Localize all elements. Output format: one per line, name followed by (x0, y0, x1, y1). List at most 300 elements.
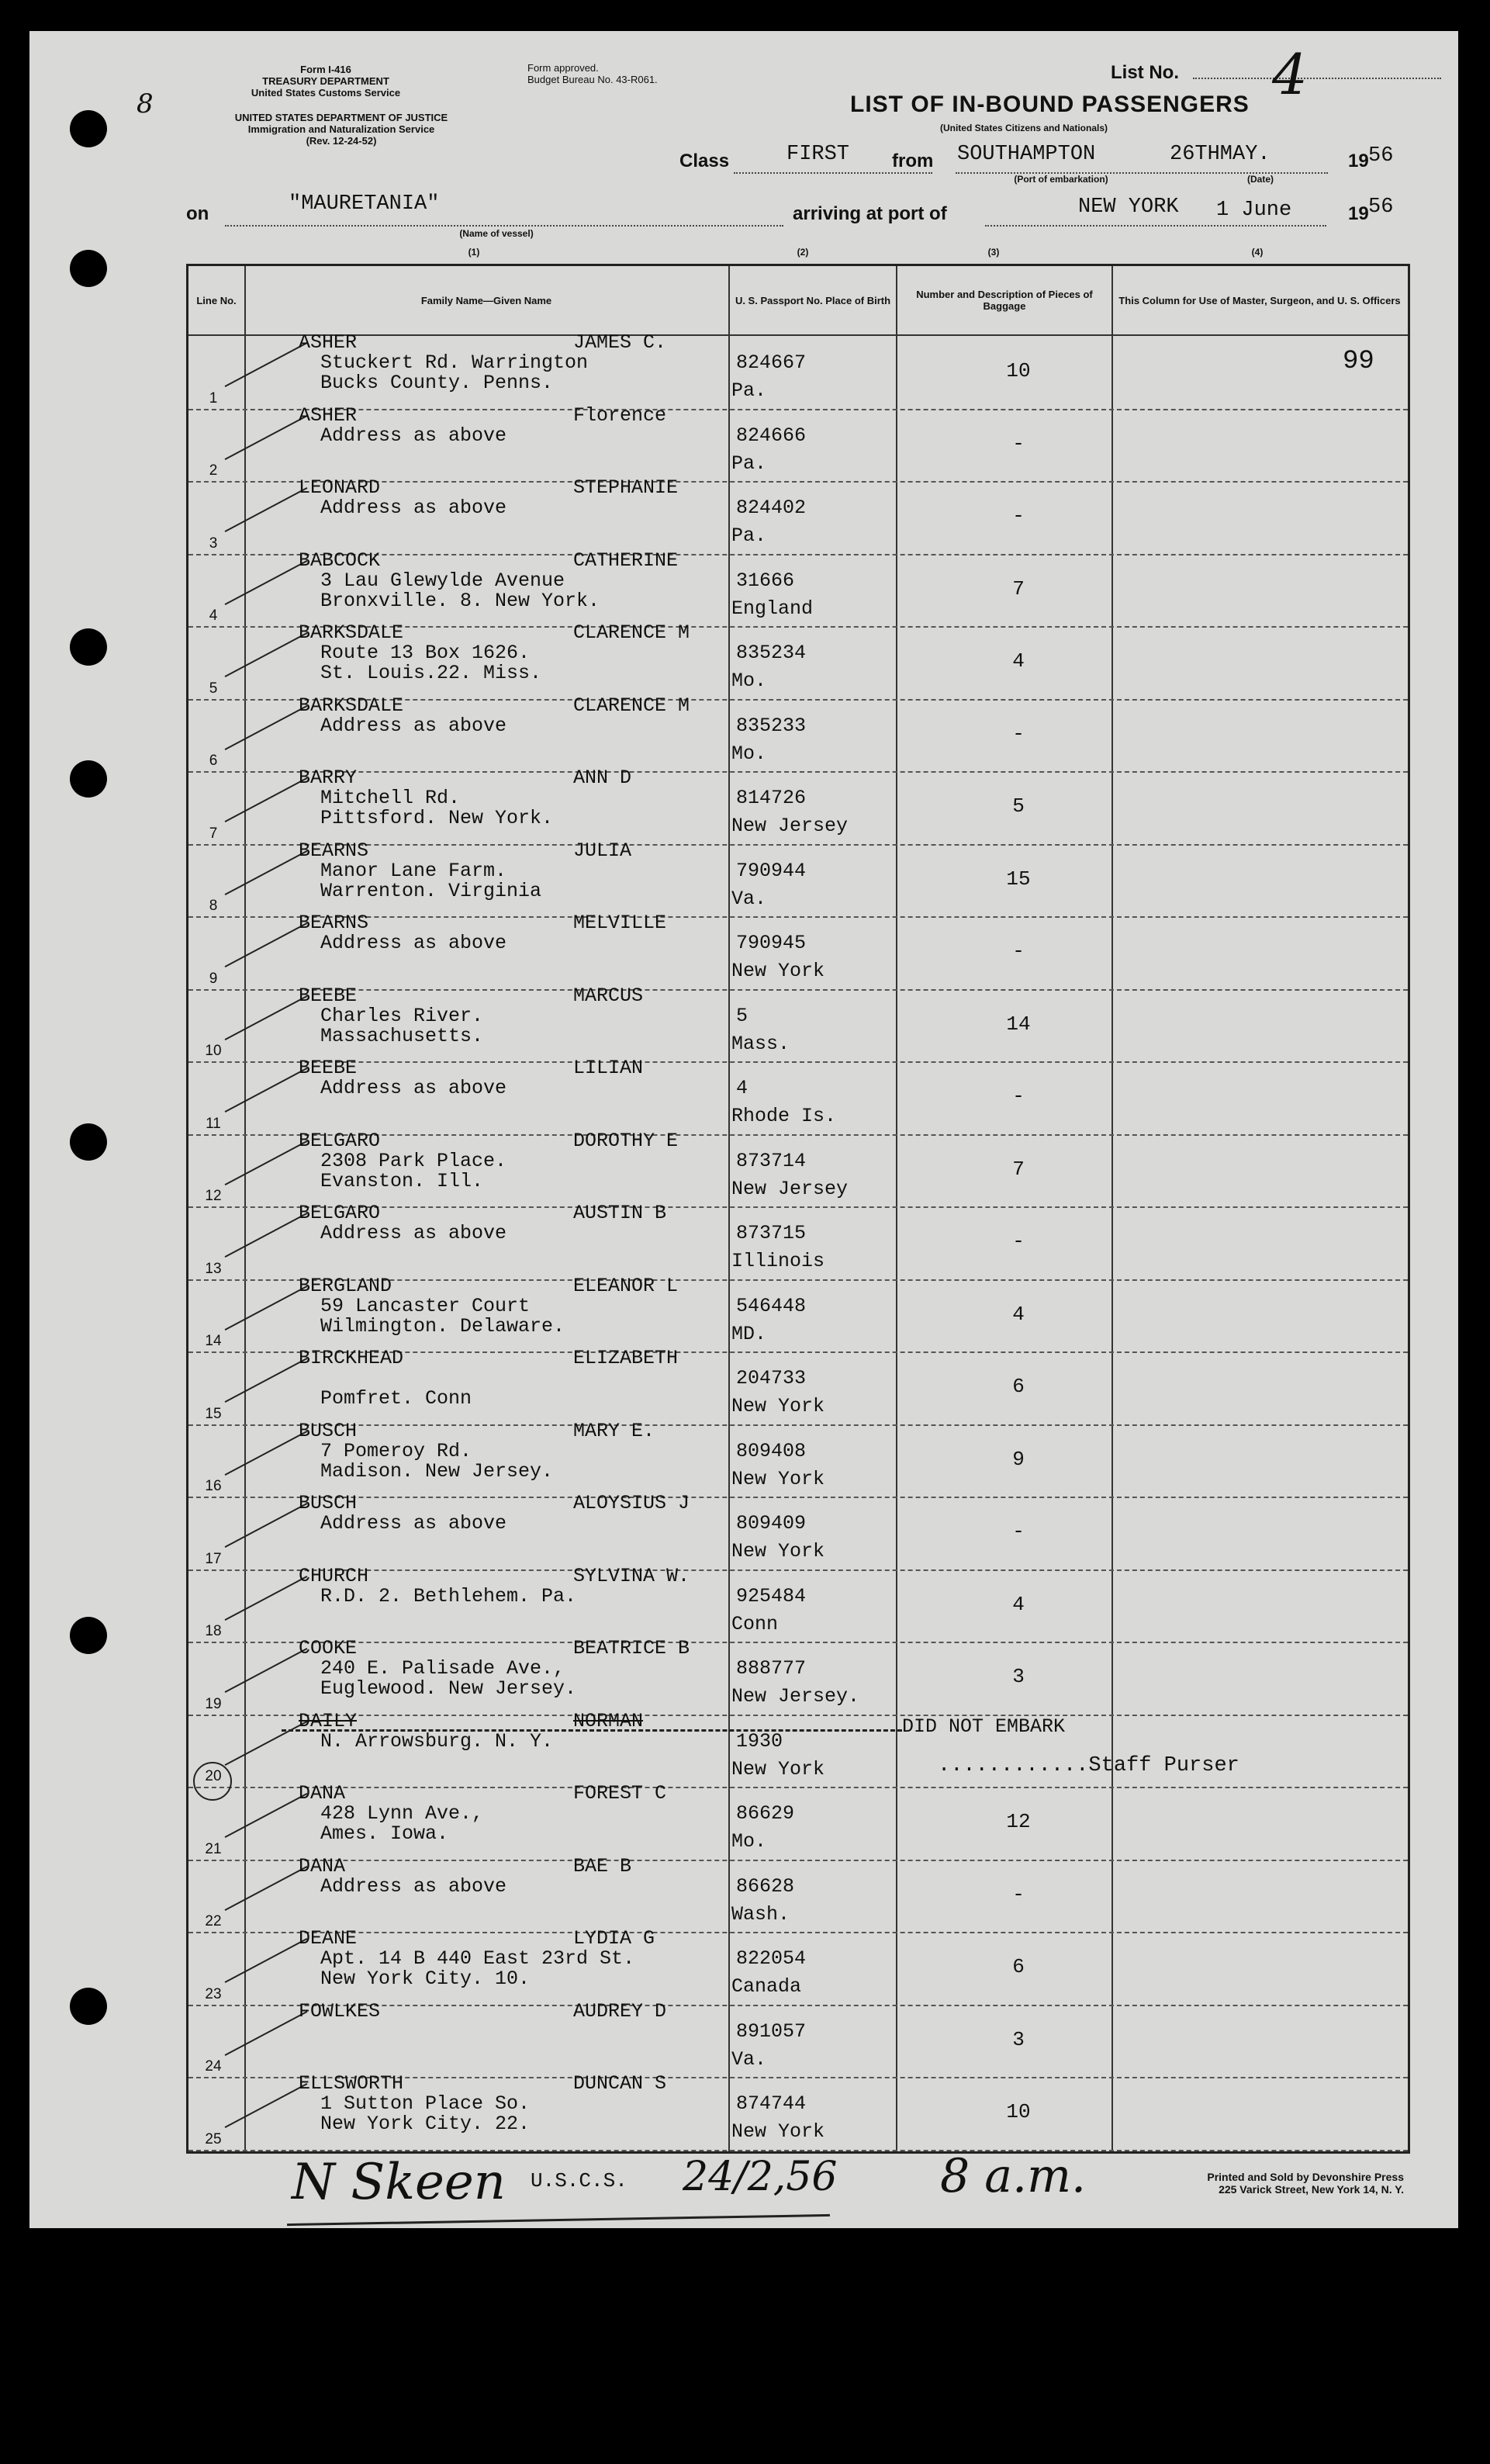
address-line-2: Massachusetts. (320, 1024, 484, 1047)
baggage-count: 4 (1012, 1302, 1025, 1326)
binder-hole (70, 1988, 107, 2025)
given-name: ANN D (573, 767, 632, 789)
check-mark (225, 1575, 308, 1620)
address-line-1: 59 Lancaster Court (320, 1294, 531, 1317)
place-of-birth: Conn (731, 1612, 779, 1635)
given-name: DOROTHY E (573, 1129, 679, 1152)
place-of-birth: New Jersey. (731, 1685, 860, 1708)
embark-year: 56 (1368, 144, 1394, 168)
address-line-1: Address as above (320, 714, 507, 737)
check-mark (225, 777, 308, 822)
check-mark (225, 1285, 308, 1330)
baggage-count: 7 (1012, 1157, 1025, 1181)
given-name: CATHERINE (573, 549, 679, 572)
place-of-birth: Va. (731, 2047, 767, 2071)
passport-number: 31666 (736, 569, 795, 592)
check-mark (225, 1213, 308, 1258)
line-number: 17 (205, 1550, 222, 1567)
check-mark (225, 922, 308, 967)
page-subtitle: (United States Citizens and Nationals) (939, 123, 1108, 133)
place-of-birth: Wash. (731, 1902, 790, 1926)
passport-number: 1930 (736, 1729, 783, 1753)
line-number: 4 (209, 607, 218, 624)
place-of-birth: Va. (731, 887, 767, 910)
passport-number: 809409 (736, 1512, 807, 1535)
passport-number: 809408 (736, 1439, 807, 1462)
passport-number: 824667 (736, 351, 807, 374)
binder-hole (70, 760, 107, 798)
family-name: BEARNS (299, 839, 369, 862)
line-number: 25 (205, 2130, 222, 2147)
check-mark (225, 1865, 308, 1910)
passport-number: 204733 (736, 1367, 807, 1389)
given-name: FOREST C (573, 1782, 667, 1805)
line-number: 13 (205, 1260, 222, 1277)
given-name: AUDREY D (573, 1999, 667, 2023)
passport-number: 891057 (736, 2019, 807, 2043)
family-name: BELGARO (299, 1129, 381, 1152)
budget-approval (527, 62, 658, 85)
table-row (188, 1274, 1408, 1354)
given-name: CLARENCE M (573, 694, 690, 717)
uscs-label: U.S.C.S. (531, 2169, 627, 2192)
address-line-1: Mitchell Rd. (320, 787, 461, 809)
family-name: BABCOCK (299, 549, 381, 572)
class-line (734, 172, 932, 174)
line-number: 16 (205, 1478, 222, 1494)
place-of-birth: Illinois (731, 1250, 825, 1272)
family-name: BARRY (299, 767, 358, 789)
place-of-birth: New York (731, 960, 825, 982)
address-line-2: Madison. New Jersey. (320, 1459, 554, 1483)
table-row (188, 403, 1408, 483)
baggage-count: - (1012, 1520, 1025, 1543)
check-mark (225, 2010, 308, 2055)
address-line-2: Evanston. Ill. (320, 1169, 484, 1192)
vessel-line (225, 225, 783, 227)
staff-purser-note: ............Staff Purser (938, 1754, 1239, 1777)
address-line-1: Route 13 Box 1626. (320, 642, 531, 664)
col-num-1: (1) (468, 247, 480, 258)
table-row (188, 1129, 1408, 1209)
baggage-count: - (1012, 1085, 1025, 1108)
given-name: Florence (573, 403, 667, 427)
table-row (188, 694, 1408, 773)
address-line-2: Pittsford. New York. (320, 807, 554, 829)
address-line-1: Address as above (320, 1874, 507, 1898)
given-name: SYLVINA W. (573, 1564, 690, 1587)
family-name: BEEBE (299, 1057, 358, 1079)
family-name: ASHER (299, 403, 358, 427)
address-line-2: Pomfret. Conn (320, 1387, 472, 1410)
baggage-count: - (1012, 504, 1025, 528)
page-title: LIST OF IN-BOUND PASSENGERS (850, 92, 1250, 117)
col-num-2: (2) (797, 247, 809, 258)
family-name: DANA (299, 1782, 346, 1805)
passport-number: 925484 (736, 1584, 807, 1607)
line-number: 23 (205, 1985, 222, 2002)
year-prefix-2: 19 (1348, 203, 1369, 224)
table-row (188, 1202, 1408, 1281)
col-baggage: Number and Description of Pieces of Baggage (916, 289, 1093, 312)
passport-number: 814726 (736, 787, 807, 809)
address-line-2: Bucks County. Penns. (320, 372, 554, 394)
passport-number: 546448 (736, 1294, 807, 1317)
table-row (188, 1564, 1408, 1644)
on-label: on (186, 203, 209, 224)
passport-number: 874744 (736, 2092, 807, 2115)
family-name: DEANE (299, 1927, 358, 1950)
check-mark (225, 632, 308, 677)
embark-port: SOUTHAMPTON (957, 143, 1096, 166)
passport-number: 790944 (736, 859, 807, 882)
did-not-embark-note: DID NOT EMBARK (902, 1715, 1066, 1738)
class-value: FIRST (786, 143, 850, 166)
line-number: 20 (205, 1768, 222, 1784)
baggage-count: - (1012, 940, 1025, 963)
check-mark (225, 559, 308, 604)
vessel-name: "MAURETANIA" (289, 192, 440, 216)
address-line-2: New York City. 10. (320, 1967, 531, 1990)
baggage-count: 15 (1006, 867, 1031, 891)
baggage-count: 5 (1012, 794, 1025, 818)
place-of-birth: New York (731, 2120, 825, 2143)
col-num-3: (3) (987, 247, 1000, 258)
ins-line: Immigration and Naturalization Service (247, 123, 435, 135)
check-mark (225, 1430, 308, 1475)
given-name: LILIAN (573, 1057, 644, 1079)
place-of-birth: New York (731, 1395, 825, 1417)
doj-header (171, 112, 512, 147)
address-line-1: N. Arrowsburg. N. Y. (320, 1729, 554, 1753)
line-number: 9 (209, 970, 218, 987)
check-mark (225, 1938, 308, 1983)
check-mark (225, 850, 308, 895)
baggage-count: 10 (1006, 359, 1031, 382)
address-line-1: Address as above (320, 1512, 507, 1535)
place-of-birth: Rhode Is. (731, 1105, 837, 1127)
given-name: NORMAN (573, 1709, 644, 1732)
family-name: BUSCH (299, 1492, 358, 1514)
class-label: Class (679, 151, 730, 171)
baggage-count: 3 (1012, 2027, 1025, 2051)
baggage-count: 6 (1012, 1375, 1025, 1398)
table-row (188, 2072, 1408, 2151)
place-of-birth: MD. (731, 1322, 767, 1345)
table-row (188, 1927, 1408, 2006)
check-mark (225, 342, 308, 387)
check-mark (225, 414, 308, 459)
check-mark (225, 1140, 308, 1185)
table-row (188, 1999, 1408, 2079)
address-line-1: 1 Sutton Place So. (320, 2092, 531, 2115)
family-name: BEEBE (299, 984, 358, 1007)
passport-number: 86629 (736, 1802, 795, 1825)
line-number: 6 (209, 753, 218, 769)
given-name: ALOYSIUS J (573, 1492, 690, 1514)
list-label: List No. (1111, 62, 1179, 83)
place-of-birth: Mo. (731, 1830, 767, 1853)
arrival-year: 56 (1368, 196, 1394, 219)
table-row (188, 839, 1408, 919)
family-name: FOWLKES (299, 1999, 381, 2023)
given-name: CLARENCE M (573, 621, 690, 644)
customs-service: United States Customs Service (251, 87, 401, 99)
place-of-birth: England (731, 597, 814, 620)
address-line-1: Address as above (320, 497, 507, 519)
given-name: STEPHANIE (573, 476, 679, 499)
family-name: DAILY (299, 1709, 358, 1732)
address-line-1: Address as above (320, 932, 507, 954)
col-line-no: Line No. (196, 294, 237, 306)
row20-strike-line (282, 1729, 902, 1732)
place-of-birth: New York (731, 1757, 825, 1781)
address-line-1: R.D. 2. Bethlehem. Pa. (320, 1584, 577, 1607)
from-label: from (892, 151, 934, 171)
line-number: 21 (205, 1840, 222, 1857)
table-row (188, 1492, 1408, 1571)
passport-number: 835233 (736, 714, 807, 737)
passport-number: 873715 (736, 1222, 807, 1244)
given-name: ELEANOR L (573, 1274, 679, 1297)
address-line-2: Ames. Iowa. (320, 1822, 449, 1845)
passport-number: 835234 (736, 642, 807, 664)
officer-note: 99 (1343, 347, 1374, 376)
table-row (188, 1057, 1408, 1136)
line-number: 12 (205, 1188, 222, 1204)
address-line-1: Address as above (320, 1077, 507, 1099)
arriving-label: arriving at port of (793, 203, 947, 224)
family-name: DANA (299, 1854, 346, 1877)
line-number: 10 (205, 1043, 222, 1059)
family-name: BARKSDALE (299, 694, 404, 717)
line-number: 18 (205, 1623, 222, 1639)
place-of-birth: Pa. (731, 452, 767, 475)
passport-number: 5 (736, 1004, 748, 1027)
passport-number: 888777 (736, 1657, 807, 1680)
baggage-count: 4 (1012, 649, 1025, 673)
table-row (188, 549, 1408, 628)
family-name: COOKE (299, 1637, 358, 1659)
form-number (202, 64, 450, 99)
given-name: JAMES C. (573, 331, 667, 354)
address-line-2: New York City. 22. (320, 2113, 531, 2135)
baggage-count: - (1012, 431, 1025, 455)
time-handwritten: 8 a.m. (940, 2149, 1087, 2203)
address-line-1: 428 Lynn Ave., (320, 1802, 484, 1825)
line-number: 19 (205, 1695, 222, 1712)
address-line-1: 240 E. Palisade Ave., (320, 1657, 565, 1680)
line-number: 5 (209, 680, 218, 697)
family-name: ASHER (299, 331, 358, 354)
place-of-birth: New York (731, 1467, 825, 1490)
family-name: CHURCH (299, 1564, 369, 1587)
place-of-birth: Mo. (731, 670, 767, 692)
check-mark (225, 704, 308, 749)
row20-circle (193, 1762, 232, 1801)
col-num-4: (4) (1251, 247, 1264, 258)
table-row (188, 1419, 1408, 1499)
place-of-birth: Pa. (731, 379, 767, 402)
given-name: MARCUS (573, 984, 644, 1007)
embark-caption: (Port of embarkation) (1014, 174, 1108, 185)
check-mark (225, 1068, 308, 1113)
table-row (188, 621, 1408, 701)
place-of-birth: New Jersey (731, 1177, 849, 1200)
family-name: BERGLAND (299, 1274, 392, 1297)
given-name: BEATRICE B (573, 1637, 690, 1659)
table-row (188, 767, 1408, 846)
address-line-1: Address as above (320, 424, 507, 447)
rev-line: (Rev. 12-24-52) (306, 135, 377, 147)
address-line-1: Address as above (320, 1222, 507, 1244)
line-number: 8 (209, 898, 218, 914)
address-line-1: 3 Lau Glewylde Avenue (320, 569, 565, 592)
place-of-birth: New Jersey (731, 815, 849, 837)
binder-hole (70, 1617, 107, 1654)
table-row (188, 1854, 1408, 1934)
address-line-2: St. Louis.22. Miss. (320, 662, 542, 684)
address-line-1: Stuckert Rd. Warrington (320, 351, 589, 374)
passenger-table (186, 264, 1410, 2154)
family-name: BIRCKHEAD (299, 1347, 404, 1369)
check-mark (225, 1648, 308, 1693)
baggage-count: 4 (1012, 1592, 1025, 1616)
given-name: AUSTIN B (573, 1202, 667, 1224)
baggage-count: 3 (1012, 1665, 1025, 1688)
list-number: 4 (1272, 42, 1308, 107)
address-line-2: Wilmington. Delaware. (320, 1314, 565, 1338)
passport-number: 824666 (736, 424, 807, 447)
family-name: BELGARO (299, 1202, 381, 1224)
binder-hole (70, 110, 107, 147)
check-mark (225, 1503, 308, 1548)
printer-line-1: Printed and Sold by Devonshire Press (1207, 2171, 1404, 2183)
printer-line-2: 225 Varick Street, New York 14, N. Y. (1219, 2183, 1404, 2196)
treasury-dept: TREASURY DEPARTMENT (262, 75, 389, 87)
margin-mark: 8 (137, 88, 154, 119)
address-line-2: Bronxville. 8. New York. (320, 589, 600, 612)
family-name: BARKSDALE (299, 621, 404, 644)
passport-number: 86628 (736, 1874, 795, 1898)
place-of-birth: Pa. (731, 524, 767, 547)
budget-line: Budget Bureau No. 43-R061. (527, 74, 658, 85)
given-name: MELVILLE (573, 912, 667, 934)
address-line-2: Euglewood. New Jersey. (320, 1677, 577, 1700)
given-name: DUNCAN S (573, 2072, 667, 2095)
signature: N Skeen (292, 2154, 506, 2211)
vessel-caption: (Name of vessel) (459, 228, 534, 239)
baggage-count: - (1012, 1230, 1025, 1253)
address-line-1: Charles River. (320, 1004, 484, 1027)
table-row (188, 912, 1408, 991)
given-name: MARY E. (573, 1419, 655, 1442)
address-line-1: Apt. 14 B 440 East 23rd St. (320, 1947, 635, 1970)
check-mark (225, 2083, 308, 2128)
col-name: Family Name—Given Name (420, 294, 552, 306)
date-caption: (Date) (1246, 174, 1274, 185)
address-line-1: 7 Pomeroy Rd. (320, 1439, 472, 1462)
line-number: 15 (205, 1405, 222, 1422)
check-mark (225, 1793, 308, 1838)
line-number: 1 (209, 389, 218, 407)
line-number: 3 (209, 535, 218, 552)
place-of-birth: Canada (731, 1975, 802, 1998)
arrival-port: NEW YORK (1078, 196, 1179, 219)
doj-line: UNITED STATES DEPARTMENT OF JUSTICE (234, 112, 448, 123)
passport-number: 873714 (736, 1149, 807, 1172)
approved-line: Form approved. (527, 62, 599, 74)
arrival-date: 1 June (1216, 199, 1292, 222)
table-row (188, 331, 1408, 410)
line-number: 11 (206, 1115, 221, 1132)
form-no: Form I-416 (300, 64, 351, 75)
list-line (1193, 78, 1441, 79)
baggage-count: 7 (1012, 576, 1025, 600)
check-mark (225, 1358, 308, 1403)
table-row (188, 1782, 1408, 1861)
family-name: ELLSWORTH (299, 2072, 404, 2095)
binder-hole (70, 250, 107, 287)
place-of-birth: Mo. (731, 742, 767, 765)
given-name: BAE B (573, 1854, 632, 1877)
col-passport: U. S. Passport No. Place of Birth (735, 294, 891, 306)
line-number: 24 (205, 2058, 222, 2075)
baggage-count: 6 (1012, 1955, 1025, 1978)
address-line-1: 2308 Park Place. (320, 1149, 507, 1172)
arrival-line (985, 225, 1326, 227)
col-officers: This Column for Use of Master, Surgeon, and U. S. Officers (1118, 294, 1401, 306)
family-name: BUSCH (299, 1419, 358, 1442)
table-row (188, 476, 1408, 555)
line-number: 2 (209, 462, 218, 479)
given-name: ELIZABETH (573, 1347, 679, 1369)
passport-number: 790945 (736, 932, 807, 954)
embark-date: 26THMAY. (1170, 143, 1270, 166)
printer-imprint (1148, 2171, 1404, 2196)
line-number: 7 (209, 825, 218, 842)
date-handwritten: 24/2,56 (683, 2154, 838, 2200)
baggage-count: - (1012, 722, 1025, 746)
check-mark (225, 1720, 308, 1765)
given-name: JULIA (573, 839, 632, 862)
baggage-count: 12 (1006, 1810, 1031, 1833)
baggage-count: 14 (1006, 1012, 1031, 1036)
table-row (188, 1637, 1408, 1716)
passport-number: 824402 (736, 497, 807, 519)
baggage-count: 9 (1012, 1447, 1025, 1471)
table-row (188, 984, 1408, 1064)
baggage-count: - (1012, 1882, 1025, 1906)
binder-hole (70, 1123, 107, 1161)
line-number: 14 (205, 1333, 222, 1349)
passport-number: 822054 (736, 1947, 807, 1970)
passport-number: 4 (736, 1077, 748, 1099)
binder-hole (70, 628, 107, 666)
year-prefix: 19 (1348, 151, 1369, 171)
check-mark (225, 487, 308, 532)
baggage-count: 10 (1006, 2100, 1031, 2123)
check-mark (225, 995, 308, 1040)
place-of-birth: Mass. (731, 1032, 790, 1055)
line-number: 22 (205, 1913, 222, 1929)
address-line-2: Warrenton. Virginia (320, 879, 542, 902)
address-line-1: Manor Lane Farm. (320, 859, 507, 882)
family-name: BEARNS (299, 912, 369, 934)
family-name: LEONARD (299, 476, 381, 499)
given-name: LYDIA G (573, 1927, 655, 1950)
place-of-birth: New York (731, 1540, 825, 1562)
